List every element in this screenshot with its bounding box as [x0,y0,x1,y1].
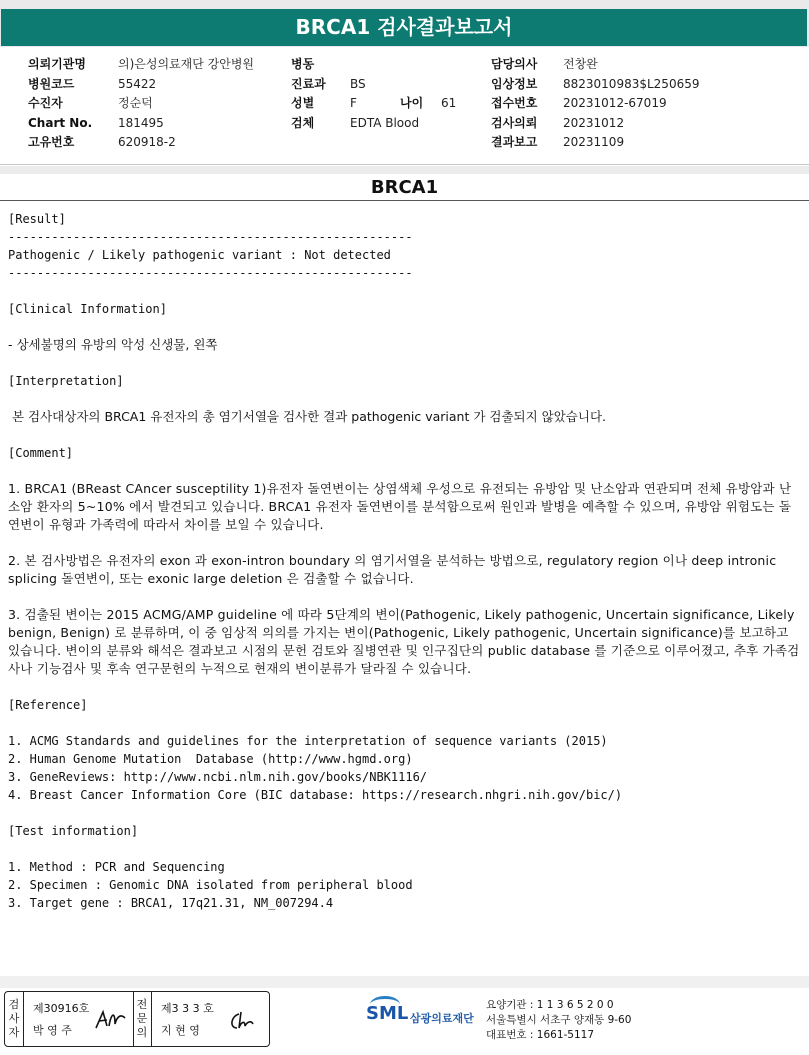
examiner-label-char: 자 [8,1026,20,1039]
info-value: 20231012-67019 [563,96,667,110]
result-heading: [Result] [8,212,66,226]
info-value: 8823010983$L250659 [563,76,700,91]
age-value: 61 [441,96,457,110]
report-body [8,210,803,912]
info-row-ward [291,55,456,75]
comment-paragraph-1: 1. BRCA1 (BReast CAncer susceptility 1)유전자 돌연변이는 상염색체 우성으로 유전되는 유방암 및 난소암과 연관되며 전체 유방암과 난소암 환자의 5~10% 에서 발견되고 있습니다. BRCA1 유전자 돌연변이를 분석함으로써 원인과 발병을 예측할 수 있으며, 유방암 위험도는 돌연변이 유형과 가족력에 따라서 차이를 보일 수 있습니다. [8,481,792,532]
doctor-signature [227,1008,263,1034]
info-column-2 [291,55,456,133]
document-title: BRCA1 [370,177,439,198]
info-value: 전창완 [563,57,598,71]
clinical-text: - 상세불명의 유방의 악성 신생물, 왼쪽 [8,337,218,352]
info-label: 담당의사 [491,57,538,71]
info-value: 181495 [118,115,164,130]
info-row-chart-no [28,114,254,134]
info-row-department [291,75,456,95]
info-column-3 [491,55,699,153]
dash-rule: -------------------------------------------------------- [8,266,413,280]
info-row-sex-age [291,94,456,114]
info-label: 고유번호 [28,135,75,149]
info-value: 20231109 [563,135,625,149]
info-label: 접수번호 [491,96,538,110]
signature-box [4,991,270,1047]
reference-item: 2. Human Genome Mutation Database (http://www.hgmd.org) [8,752,413,766]
info-row-specimen [291,114,456,134]
info-label: 의뢰기관명 [28,57,86,71]
institution-code: 요양기관 : 1 1 3 6 5 2 0 0 [486,999,614,1011]
doctor-label-char: 문 [136,1012,148,1025]
info-label: 성별 [291,96,315,110]
info-row-hospital-code [28,75,254,95]
interpretation-text: 본 검사대상자의 BRCA1 유전자의 총 염기서열을 검사한 결과 pathogenic variant 가 검출되지 않았습니다. [8,409,607,424]
info-row-report-date [491,133,699,153]
examiner-label-char: 사 [8,1012,20,1025]
doctor-name: 지 현 영 [161,1024,200,1037]
section-divider [0,166,809,174]
patient-info-header [0,50,809,165]
info-label: 임상정보 [491,76,538,91]
examiner-signature [93,1006,129,1034]
comment-paragraph-2: 2. 본 검사방법은 유전자의 exon 과 exon-intron boundary 의 염기서열을 분석하는 방법으로, regulatory region 이나 deep intronic splicing 돌연변이, 또는 exonic large deletion 은 검출할 수 없습니다. [8,553,777,586]
info-value: BS [350,76,366,91]
test-info-item: 3. Target gene : BRCA1, 17q21.31, NM_007294.4 [8,896,334,910]
examiner-cell [23,992,134,1046]
doctor-label-char: 전 [136,998,148,1011]
institution-name: 삼광의료재단 [410,1012,474,1025]
info-row-request-date [491,114,699,134]
doctor-cell [151,992,268,1046]
info-label: 진료과 [291,76,326,91]
institution-address: 서울특별시 서초구 양재동 9-60 [486,1014,632,1026]
info-row-receipt-no [491,94,699,114]
interpretation-heading: [Interpretation] [8,374,124,388]
examiner-name: 박 영 주 [33,1024,72,1037]
test-info-heading: [Test information] [8,824,139,838]
age-label: 나이 [400,96,424,110]
test-info-item: 1. Method : PCR and Sequencing [8,860,225,874]
examiner-label-cell [5,992,24,1046]
info-value: 20231012 [563,115,625,130]
info-column-1 [28,55,254,153]
examiner-label-char: 검 [8,998,20,1011]
info-value: 620918-2 [118,135,176,149]
info-row-requesting-institution [28,55,254,75]
doctor-license-no: 제3 3 3 호 [161,1002,214,1015]
reference-item: 1. ACMG Standards and guidelines for the interpretation of sequence variants (2015) [8,734,608,748]
info-value: EDTA Blood [350,115,420,130]
doctor-label-char: 의 [136,1026,148,1039]
institution-contact [486,998,631,1043]
clinical-heading: [Clinical Information] [8,302,167,316]
doctor-label-cell [133,992,152,1046]
comment-paragraph-3: 3. 검출된 변이는 2015 ACMG/AMP guideline 에 따라 5단계의 변이(Pathogenic, Likely pathogenic, Uncertain significance, Likely benign, Benign) 로 분류하며, 이 중 임상적 의의를 가지는 변이(Pathogenic, Likely pathogenic, Uncertain significance)를 보고하고 있습니다. 변이의 분류와 해석은 결과보고 시점의 문헌 검토와 질병연관 및 인구집단의 public database 를 기준으로 이루어졌고, 추후 가족검사나 기능검사 및 후속 연구문헌의 누적으로 현재의 변이분류가 달라질 수 있습니다. [8,607,800,676]
comment-heading: [Comment] [8,446,74,460]
institution-phone: 대표번호 : 1661-5117 [486,1029,595,1041]
info-label: 검사의뢰 [491,115,538,130]
info-label: 수진자 [28,96,63,110]
reference-heading: [Reference] [8,698,88,712]
logo-text: SML [366,1003,409,1024]
info-label: 병원코드 [28,76,75,91]
reference-item: 3. GeneReviews: http://www.ncbi.nlm.nih.gov/books/NBK1116/ [8,770,428,784]
info-row-clinical-info [491,75,699,95]
info-label: 검체 [291,115,315,130]
info-label: 병동 [291,57,315,71]
info-value: 정순덕 [118,96,153,110]
info-label: Chart No. [28,115,93,130]
result-text: Pathogenic / Likely pathogenic variant : Not detected [8,248,391,262]
examiner-license-no: 제30916호 [33,1002,90,1015]
info-row-doctor [491,55,699,75]
info-value: 55422 [118,76,157,91]
title-bar [0,0,809,47]
test-info-item: 2. Specimen : Genomic DNA isolated from peripheral blood [8,878,413,892]
reference-item: 4. Breast Cancer Information Core (BIC database: https://research.nhgri.nih.gov/bic/) [8,788,623,802]
dash-rule: -------------------------------------------------------- [8,230,413,244]
report-title: BRCA1 검사결과보고서 [1,9,807,46]
info-value: F [350,96,357,110]
info-value: 의)은성의료재단 강안병원 [118,57,255,71]
info-label: 결과보고 [491,135,538,149]
title-rule [0,200,809,201]
info-row-patient [28,94,254,114]
info-row-unique-no [28,133,254,153]
